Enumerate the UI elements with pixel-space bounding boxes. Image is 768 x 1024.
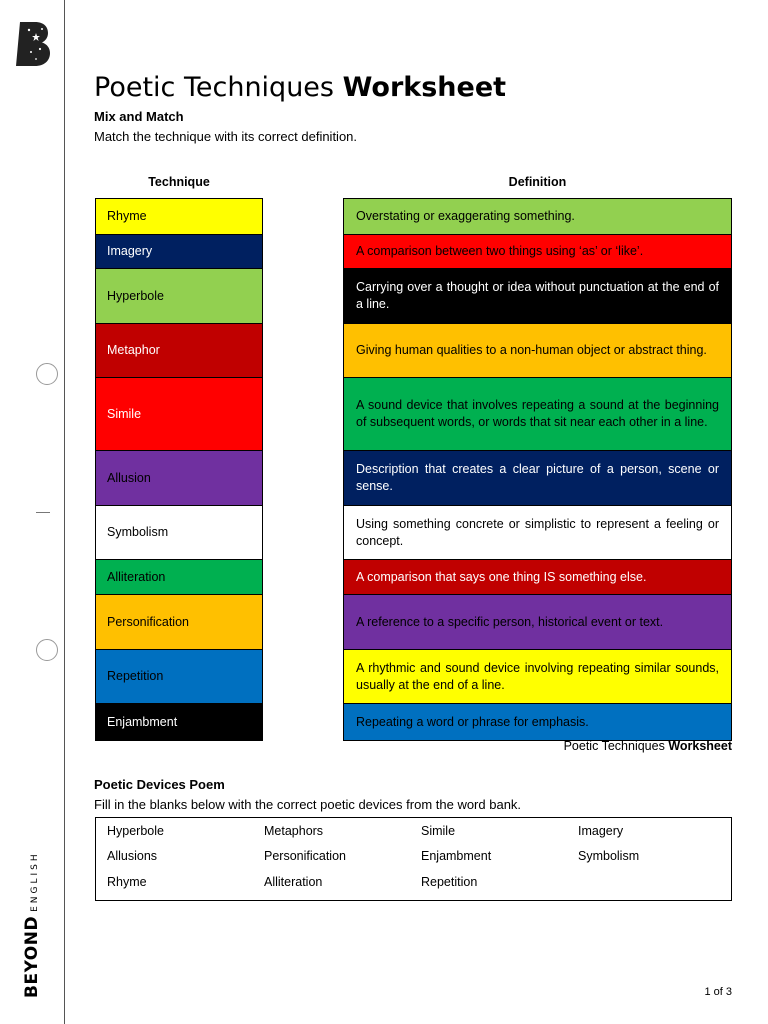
technique-cell: Enjambment <box>96 704 262 740</box>
definition-cell: A sound device that involves repeating a sound at the beginning of subsequent words, or words that sit near each other in a line. <box>344 378 731 451</box>
definition-cell: A comparison that says one thing IS something else. <box>344 560 731 595</box>
word-bank-item: Simile <box>421 824 456 838</box>
page-title <box>94 72 506 103</box>
technique-cell: Personification <box>96 595 262 650</box>
technique-column-header: Technique <box>148 175 210 189</box>
definition-cell: Using something concrete or simplistic to represent a feeling or concept. <box>344 506 731 560</box>
word-bank-item: Hyperbole <box>107 824 164 838</box>
technique-cell: Hyperbole <box>96 269 262 324</box>
technique-cell: Alliteration <box>96 560 262 595</box>
definition-cell: Giving human qualities to a non-human object or abstract thing. <box>344 324 731 378</box>
title-regular: Poetic Techniques <box>94 72 334 103</box>
technique-cell: Imagery <box>96 235 262 269</box>
brand-wordmark <box>22 851 42 998</box>
definition-cell: Description that creates a clear picture of a person, scene or sense. <box>344 451 731 506</box>
word-bank-item: Symbolism <box>578 849 640 863</box>
brand-sub: ENGLISH <box>30 851 40 912</box>
technique-cell: Allusion <box>96 451 262 506</box>
section-instruction-poem: Fill in the blanks below with the correct poetic devices from the word bank. <box>94 797 522 812</box>
brand-name: BEYOND <box>22 915 42 998</box>
beyond-logo-icon <box>16 22 52 66</box>
section-heading-mix-match: Mix and Match <box>94 109 184 124</box>
technique-cell: Rhyme <box>96 199 262 235</box>
fold-mark <box>36 512 50 513</box>
caption-regular: Poetic Techniques <box>563 739 665 753</box>
definition-cell: Carrying over a thought or idea without punctuation at the end of a line. <box>344 269 731 324</box>
caption-bold: Worksheet <box>668 739 732 753</box>
word-bank-item: Imagery <box>578 824 624 838</box>
word-bank-item: Enjambment <box>421 849 492 863</box>
section-heading-poem: Poetic Devices Poem <box>94 777 225 792</box>
definition-cell: A comparison between two things using ‘as’ or ‘like’. <box>344 235 731 269</box>
word-bank <box>95 817 732 901</box>
technique-cell: Simile <box>96 378 262 451</box>
definition-cell: Overstating or exaggerating something. <box>344 199 731 235</box>
punch-hole-bottom <box>36 639 58 661</box>
word-bank-item: Personification <box>264 849 346 863</box>
technique-cell: Symbolism <box>96 506 262 560</box>
technique-column <box>95 198 263 741</box>
definition-column <box>343 198 732 741</box>
technique-cell: Metaphor <box>96 324 262 378</box>
page-number: 1 of 3 <box>704 986 732 998</box>
definition-cell: A rhythmic and sound device involving repeating similar sounds, usually at the end of a line. <box>344 650 731 704</box>
definition-cell: A reference to a specific person, historical event or text. <box>344 595 731 650</box>
section-instruction-mix-match: Match the technique with its correct definition. <box>94 129 358 144</box>
word-bank-item: Metaphors <box>264 824 324 838</box>
word-bank-item: Allusions <box>107 849 158 863</box>
definition-column-header: Definition <box>508 175 567 189</box>
word-bank-item: Rhyme <box>107 875 147 889</box>
word-bank-item: Repetition <box>421 875 478 889</box>
worksheet-caption <box>500 739 732 753</box>
binder-margin-line <box>64 0 65 1024</box>
definition-cell: Repeating a word or phrase for emphasis. <box>344 704 731 740</box>
punch-hole-top <box>36 363 58 385</box>
technique-cell: Repetition <box>96 650 262 704</box>
title-bold: Worksheet <box>342 72 507 103</box>
word-bank-item: Alliteration <box>264 875 323 889</box>
